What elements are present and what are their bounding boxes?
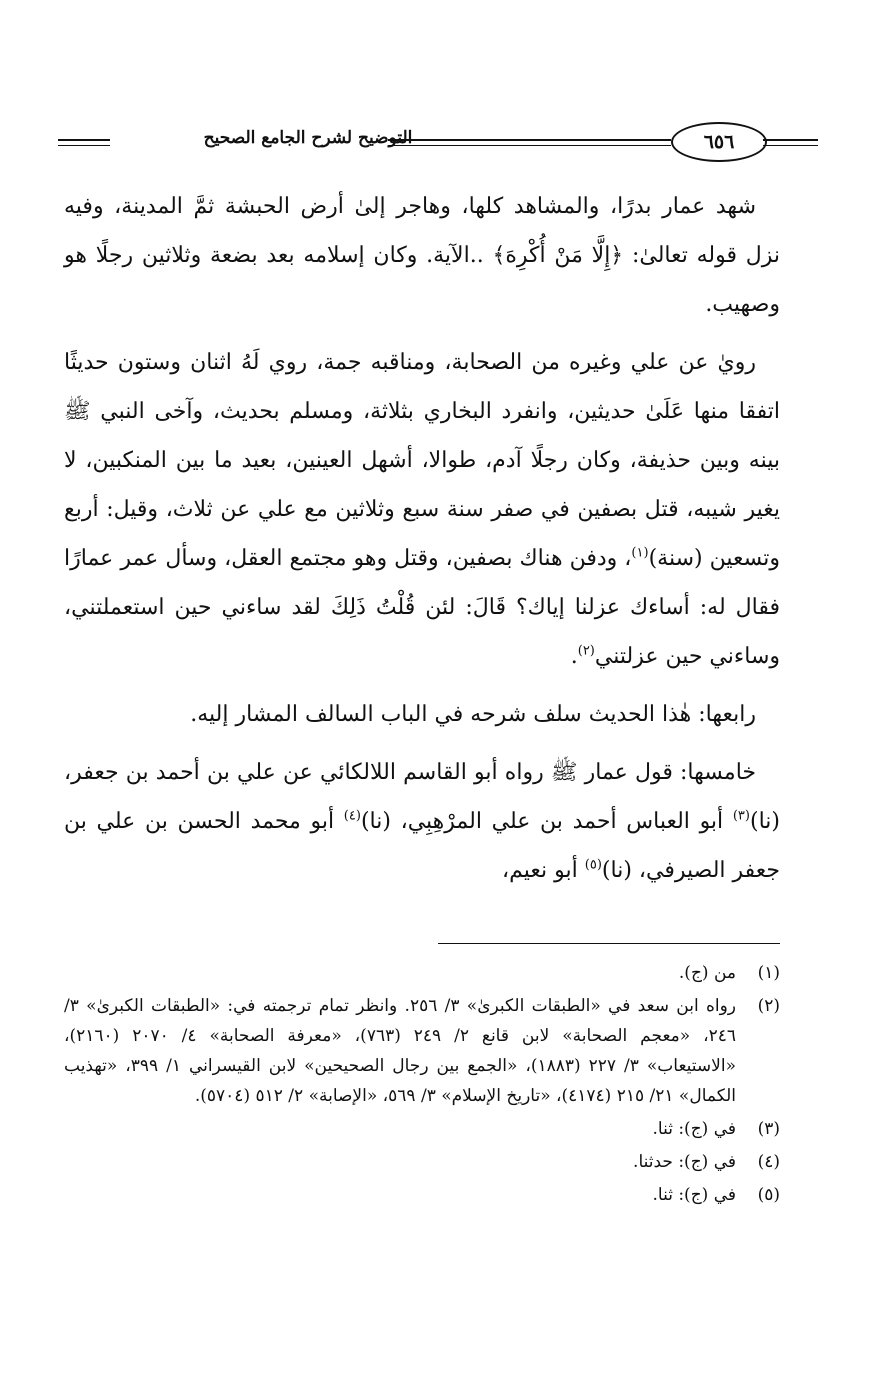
note-ref-2[interactable]: (٢) (577, 643, 595, 659)
header-rule-left-top (58, 139, 110, 141)
footnote-number: (٤) (757, 1152, 780, 1172)
header-rule-middle-top (388, 139, 671, 141)
note-ref-3[interactable]: (٣) (732, 808, 750, 824)
running-header (58, 118, 818, 166)
footnotes (64, 958, 780, 1213)
footnote-2 (64, 991, 780, 1111)
footnote-number: (٢) (757, 996, 780, 1016)
paragraph-4: خامسها: قول عمار ﷺ رواه أبو القاسم اللالكائي عن علي بن أحمد بن جعفر، (نا)$^{(٣)}$ أبو العباس أحمد بن علي المرْهِبِي، (نا)$^{(٤)}$ أبو محمد الحسن بن علي بن جعفر الصيرفي، (نا)$^{(٥)}$ أبو نعيم، (64, 760, 780, 883)
footnote-4 (64, 1147, 780, 1177)
page-number: ٦٥٦ (671, 122, 767, 162)
main-text (64, 182, 780, 904)
footnote-text: في (ج): حدثنا. (633, 1152, 736, 1172)
footnote-number: (٥) (757, 1185, 780, 1205)
footnote-text: في (ج): ثنا. (652, 1185, 736, 1205)
footnote-1 (64, 958, 780, 988)
paragraph-2: رويٰ عن علي وغيره من الصحابة، ومناقبه جمة، روي لَهُ اثنان وستون حديثًا اتفقا منها عَلَىٰ حديثين، وانفرد البخاري بثلاثة، ومسلم بحديث، وآخى النبي ﷺ بينه وبين حذيفة، وكان رجلًا آدم، طوالا، أشهل العينين، بعيد ما بين المنكبين، لا يغير شيبه، قتل بصفين في صفر سنة سبع وثلاثين مع علي عن ثلاث، وقيل: أربع وتسعين (سنة)$^{(١)}$، ودفن هناك بصفين، وقتل وهو مجتمع العقل، وسأل عمر عمارًا فقال له: أساءك عزلنا إياك؟ قَالَ: لئن قُلْتُ ذَلِكَ لقد ساءني حين استعملتني، وساءني حين عزلتني$^{(٢)}$. (64, 350, 780, 669)
header-rule-middle-bottom (388, 145, 671, 146)
paragraph-3: رابعها: هٰذا الحديث سلف شرحه في الباب السالف المشار إليه. (190, 702, 756, 727)
footnote-3 (64, 1114, 780, 1144)
footnote-text: من (ج). (678, 963, 736, 983)
footnote-number: (٣) (757, 1119, 780, 1139)
footnote-text: رواه ابن سعد في «الطبقات الكبرىٰ» ٣/ ٢٥٦. وانظر تمام ترجمته في: «الطبقات الكبرىٰ» ٣/ ٢٤٦، «معجم الصحابة» لابن قانع ٢/ ٢٤٩ (٧٦٣)، «معرفة الصحابة» ٤/ ٢٠٧٠ (٢١٦٠)، «الاستيعاب» ٣/ ٢٢٧ (١٨٨٣)، «الجمع بين رجال الصحيحين» لابن القيسراني ١/ ٣٩٩، «تهذيب الكمال» ٢١/ ٢١٥ (٤١٧٤)، «تاريخ الإسلام» ٣/ ٥٦٩، «الإصابة» ٢/ ٥١٢ (٥٧٠٤). (64, 996, 736, 1106)
note-ref-5[interactable]: (٥) (584, 857, 602, 873)
header-rule-right-top (763, 139, 818, 141)
note-ref-1[interactable]: (١) (631, 545, 649, 561)
note-ref-4[interactable]: (٤) (343, 808, 361, 824)
paragraph-1: شهد عمار بدرًا، والمشاهد كلها، وهاجر إلىٰ أرض الحبشة ثمَّ المدينة، وفيه نزل قوله تعالىٰ: ﴿إِلَّا مَنْ أُكْرِهَ﴾ ..الآية. وكان إسلامه بعد بضعة وثلاثين رجلًا هو وصهيب. (64, 194, 780, 317)
running-title: التوضيح لشرح الجامع الصحيح (203, 128, 413, 148)
footnote-5 (64, 1180, 780, 1210)
header-rule-left-bottom (58, 145, 110, 146)
footnote-separator (438, 943, 780, 944)
footnote-number: (١) (757, 963, 780, 983)
footnote-text: في (ج): ثنا. (652, 1119, 736, 1139)
header-rule-right-bottom (763, 145, 818, 146)
